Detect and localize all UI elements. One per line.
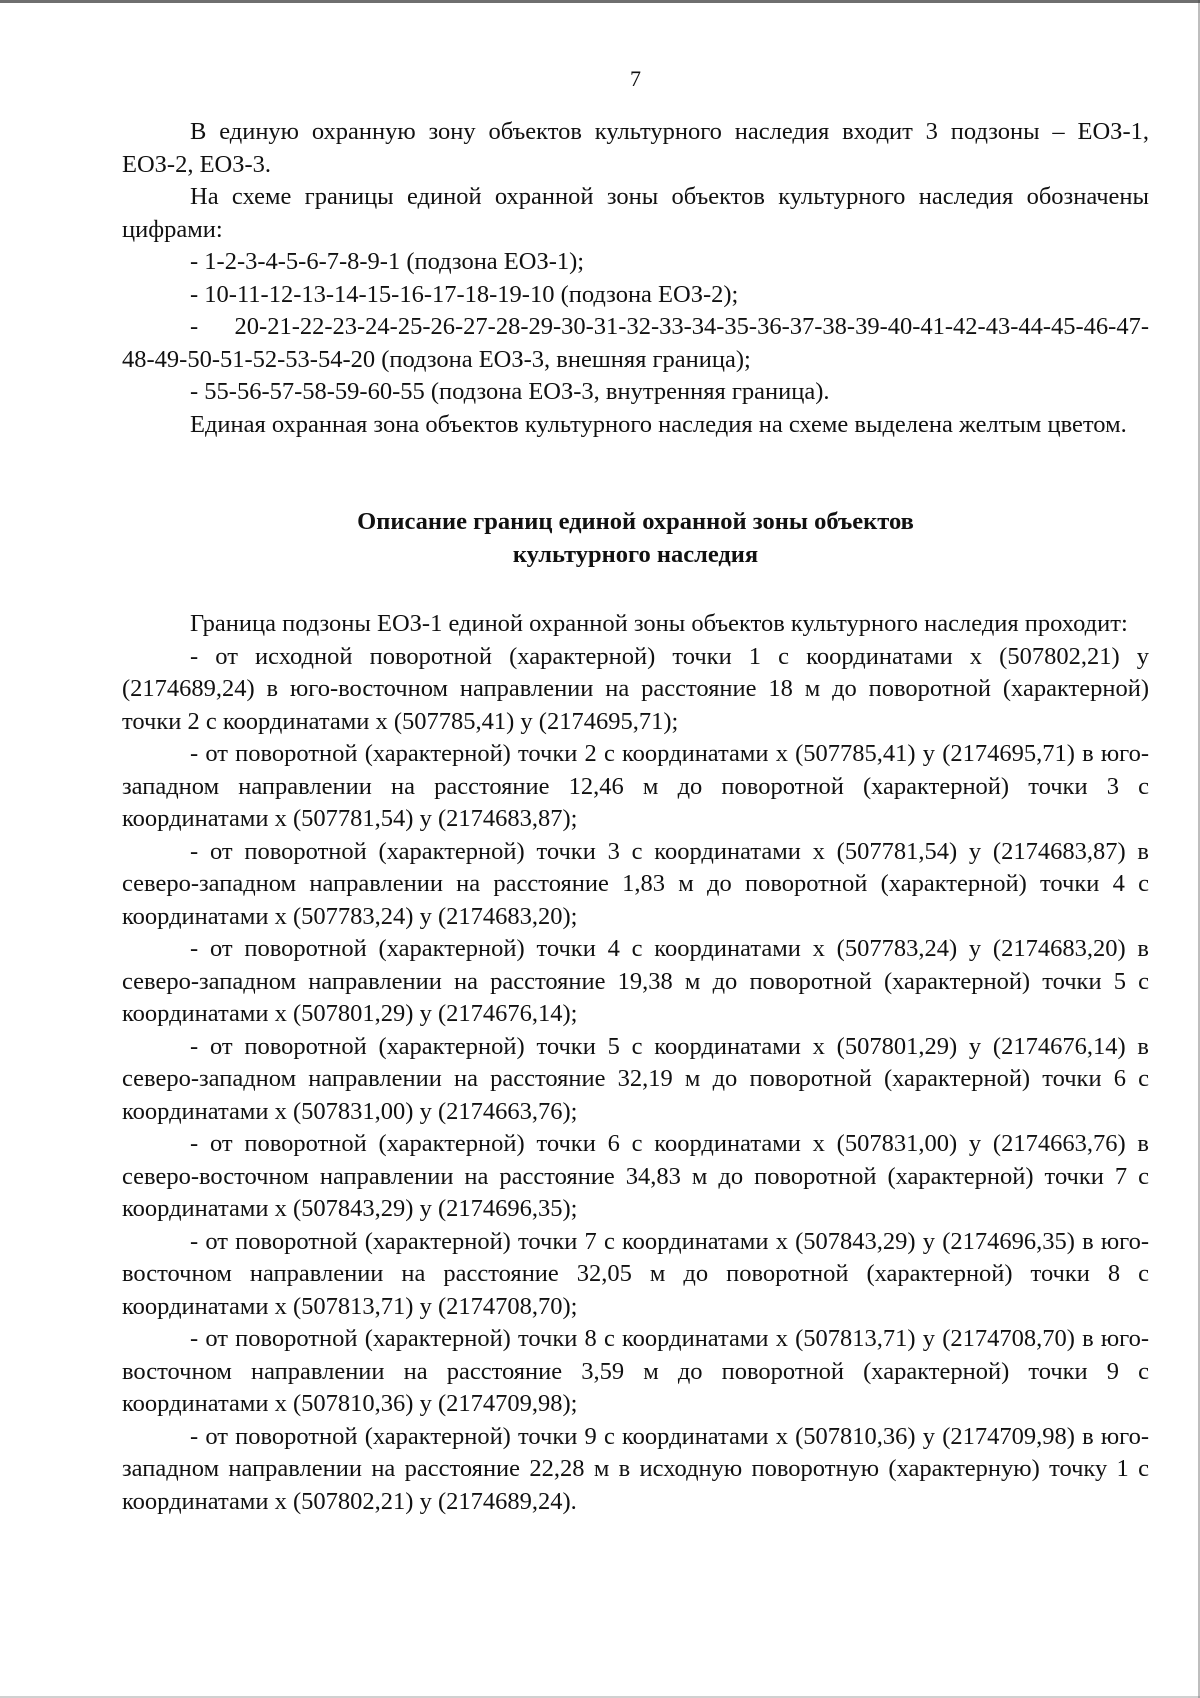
- scan-edge-top: [0, 0, 1200, 3]
- section-heading: [122, 506, 1149, 571]
- intro-paragraph-color: Единая охранная зона объектов культурного наследия на схеме выделена желтым цветом.: [190, 410, 1127, 438]
- intro-paragraph-subzones: В единую охранную зону объектов культурного наследия входит 3 подзоны – ЕОЗ-1, ЕОЗ-2, ЕОЗ-3.: [122, 118, 1149, 178]
- section-heading-line: Описание границ единой охранной зоны объектов: [357, 508, 914, 535]
- section-heading-line: культурного наследия: [512, 540, 759, 568]
- intro-block: [122, 116, 1149, 441]
- boundary-list-item: - 20-21-22-23-24-25-26-27-28-29-30-31-32-33-34-35-36-37-38-39-40-41-42-43-44-45-46-47-48-49-50-51-52-53-54-20 (подзона ЕОЗ-3, внешняя граница);: [122, 313, 1149, 373]
- boundary-segment: - от поворотной (характерной) точки 3 с координатами х (507781,54) у (2174683,87) в северо-западном направлении на расстояние 1,83 м до поворотной (характерной) точки 4 с координатами х (507783,24) у (2174683,20);: [122, 837, 1149, 930]
- boundary-segment: - от поворотной (характерной) точки 6 с координатами х (507831,00) у (2174663,76) в северо-восточном направлении на расстояние 34,83 м до поворотной (характерной) точки 7 с координатами х (507843,29) у (2174696,35);: [122, 1130, 1149, 1222]
- boundary-segment: - от поворотной (характерной) точки 7 с координатами х (507843,29) у (2174696,35) в юго-восточном направлении на расстояние 32,05 м до поворотной (характерной) точки 8 с координатами х (507813,71) у (2174708,70);: [122, 1227, 1149, 1320]
- boundary-segment: - от поворотной (характерной) точки 2 с координатами х (507785,41) у (2174695,71) в юго-западном направлении на расстояние 12,46 м до поворотной (характерной) точки 3 с координатами х (507781,54) у (2174683,87);: [122, 740, 1149, 832]
- boundary-list-item: - 1-2-3-4-5-6-7-8-9-1 (подзона ЕОЗ-1);: [190, 248, 585, 275]
- boundary-list-item: - 55-56-57-58-59-60-55 (подзона ЕОЗ-3, внутренняя граница).: [190, 378, 830, 405]
- boundary-segment: - от исходной поворотной (характерной) точки 1 с координатами х (507802,21) у (2174689,24) в юго-восточном направлении на расстояние 18 м до поворотной (характерной) точки 2 с координатами х (507785,41) у (2174695,71);: [122, 642, 1149, 735]
- boundary-segment: - от поворотной (характерной) точки 8 с координатами х (507813,71) у (2174708,70) в юго-восточном направлении на расстояние 3,59 м до поворотной (характерной) точки 9 с координатами х (507810,36) у (2174709,98);: [122, 1325, 1149, 1417]
- intro-paragraph-scheme: На схеме границы единой охранной зоны объектов культурного наследия обозначены цифрами:: [122, 183, 1149, 243]
- boundary-segment: - от поворотной (характерной) точки 9 с координатами х (507810,36) у (2174709,98) в юго-западном направлении на расстояние 22,28 м в исходную поворотную (характерную) точку 1 с координатами х (507802,21) у (2174689,24).: [122, 1422, 1149, 1515]
- boundary-description: [122, 608, 1149, 1518]
- boundary-list-item: - 10-11-12-13-14-15-16-17-18-19-10 (подзона ЕОЗ-2);: [190, 280, 739, 308]
- boundary-lead-paragraph: Граница подзоны ЕОЗ-1 единой охранной зоны объектов культурного наследия проходит:: [190, 610, 1128, 637]
- page-number: 7: [630, 66, 641, 91]
- boundary-segment: - от поворотной (характерной) точки 4 с координатами х (507783,24) у (2174683,20) в северо-западном направлении на расстояние 19,38 м до поворотной (характерной) точки 5 с координатами х (507801,29) у (2174676,14);: [122, 935, 1149, 1027]
- boundary-segment: - от поворотной (характерной) точки 5 с координатами х (507801,29) у (2174676,14) в северо-западном направлении на расстояние 32,19 м до поворотной (характерной) точки 6 с координатами х (507831,00) у (2174663,76);: [122, 1032, 1149, 1125]
